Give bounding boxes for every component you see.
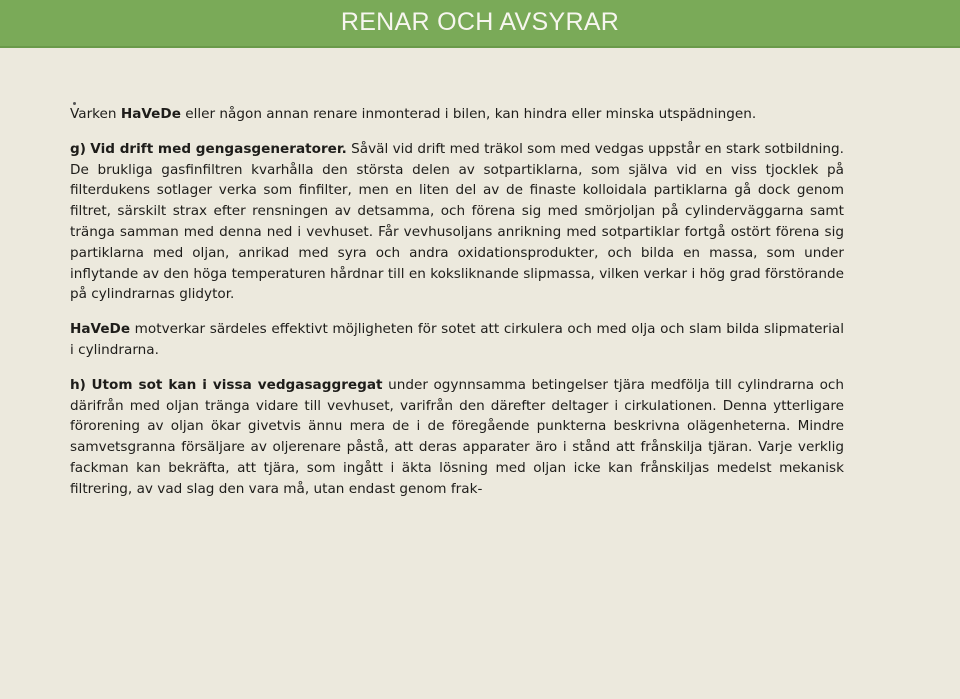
paragraph-g	[70, 139, 844, 305]
page-title: RENAR OCH AVSYRAR	[340, 8, 620, 36]
section-marker-h: h)	[70, 376, 86, 393]
brand-name: HaVeDe	[70, 321, 131, 338]
document-body	[70, 104, 844, 514]
paragraph-intro	[70, 104, 844, 125]
paragraph-h	[70, 375, 844, 500]
paragraph-havede	[70, 319, 844, 361]
section-heading-h: Utom sot kan i vissa vedgasaggregat	[91, 376, 383, 393]
paragraph-intro-text: eller någon annan renare inmonterad i bilen, kan hindra eller minska utspädningen.	[180, 106, 757, 122]
header-banner	[0, 0, 960, 48]
paragraph-havede-text: motverkar särdeles effektivt möjligheten för sotet att cirkulera och med olja och slam bilda slipmaterial i cylindrarna.	[70, 321, 844, 358]
section-marker-g: g)	[70, 140, 86, 157]
section-heading-g: Vid drift med gengasgeneratorer.	[90, 140, 347, 157]
paragraph-g-text: Såväl vid drift med träkol som med vedgas uppstår en stark sotbildning. De brukliga gasfinfiltren kvarhålla den största delen av sotpartiklarna, som själva vid en viss tjocklek på filterdukens sotlager verka som finfilter, men en liten del av de finaste kolloidala partiklarna gå dock genom filtret, särskilt strax efter rensningen av detsamma, och förena sig med smörjoljan på cylinderväggarna samt tränga samman med denna ned i vevhuset. Får vevhusoljans anrikning med sotpartiklar fortgå ostört förena sig partiklarna med oljan, anrikad med syra och andra oxidationsprodukter, och bilda en massa, som under inflytande av den höga temperaturen hårdnar till en koksliknande slipmassa, vilken verkar i hög grad förstörande på cylindrarnas glidytor.	[70, 140, 844, 303]
paragraph-h-text: under ogynnsamma betingelser tjära medfölja till cylindrarna och därifrån med oljan tränga vidare till vevhuset, varifrån den därefter deltager i cirkulationen. Denna ytterligare förorening av oljan ökar givetvis ännu mera de i de föregående punkterna beskrivna olägenheterna. Mindre samvetsgranna försäljare av oljerenare påstå, att deras apparater äro i stånd att frånskilja tjäran. Varje verklig fackman kan bekräfta, att tjära, som ingått i äkta lösning med oljan icke kan frånskiljas medelst mekanisk filtrering, av vad slag den vara må, utan endast genom frak-	[70, 376, 845, 497]
brand-name: HaVeDe	[120, 106, 181, 122]
paragraph-intro-pre: Varken	[70, 106, 121, 122]
